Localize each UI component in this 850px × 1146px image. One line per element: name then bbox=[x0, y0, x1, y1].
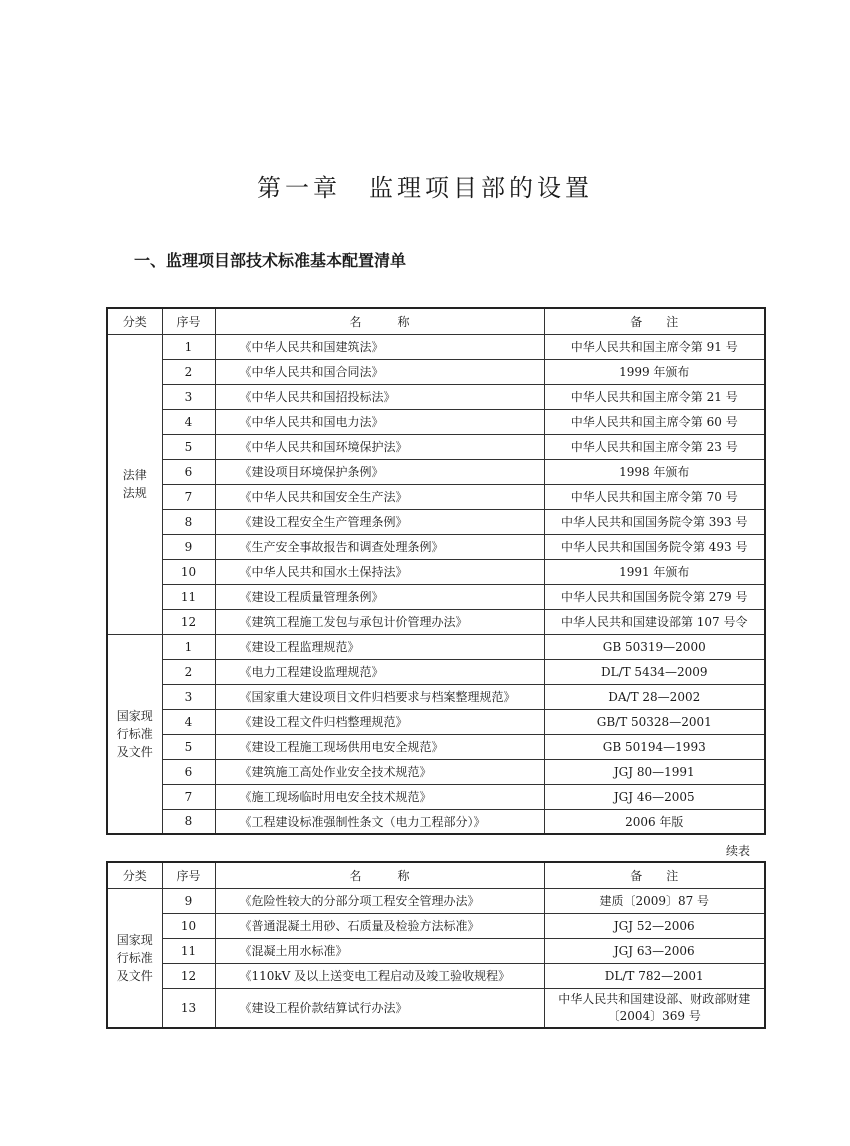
note-cell: GB/T 50328—2001 bbox=[544, 709, 765, 734]
name-cell: 《施工现场临时用电安全技术规范》 bbox=[215, 784, 544, 809]
continued-label: 续表 bbox=[725, 844, 750, 858]
table-row bbox=[107, 334, 765, 359]
table-row bbox=[107, 963, 765, 988]
note-cell: 中华人民共和国建设部、财政部财建〔2004〕369 号 bbox=[544, 988, 765, 1028]
index-cell: 9 bbox=[162, 534, 215, 559]
note-cell: DL/T 5434—2009 bbox=[544, 659, 765, 684]
note-cell: JGJ 63—2006 bbox=[544, 938, 765, 963]
index-cell: 2 bbox=[162, 659, 215, 684]
name-cell: 《建设工程安全生产管理条例》 bbox=[215, 509, 544, 534]
table-row bbox=[107, 634, 765, 659]
note-cell: 中华人民共和国主席令第 60 号 bbox=[544, 409, 765, 434]
name-cell: 《工程建设标准强制性条文（电力工程部分）》 bbox=[215, 809, 544, 834]
table-row bbox=[107, 359, 765, 384]
table-row bbox=[107, 988, 765, 1028]
note-cell: 2006 年版 bbox=[544, 809, 765, 834]
note-cell: JGJ 46—2005 bbox=[544, 784, 765, 809]
table-row bbox=[107, 534, 765, 559]
category-cell: 法律 法规 bbox=[107, 334, 162, 634]
table-row bbox=[107, 913, 765, 938]
index-cell: 13 bbox=[162, 988, 215, 1028]
header-note: 备 注 bbox=[544, 862, 765, 888]
index-cell: 3 bbox=[162, 384, 215, 409]
note-cell: 中华人民共和国国务院令第 279 号 bbox=[544, 584, 765, 609]
table-row bbox=[107, 559, 765, 584]
name-cell: 《建设工程监理规范》 bbox=[215, 634, 544, 659]
index-cell: 5 bbox=[162, 734, 215, 759]
note-cell: 中华人民共和国主席令第 91 号 bbox=[544, 334, 765, 359]
index-cell: 4 bbox=[162, 409, 215, 434]
header-index: 序号 bbox=[162, 862, 215, 888]
table-row bbox=[107, 409, 765, 434]
note-cell: JGJ 52—2006 bbox=[544, 913, 765, 938]
note-cell: 中华人民共和国主席令第 21 号 bbox=[544, 384, 765, 409]
index-cell: 6 bbox=[162, 759, 215, 784]
index-cell: 1 bbox=[162, 634, 215, 659]
note-cell: DA/T 28—2002 bbox=[544, 684, 765, 709]
index-cell: 2 bbox=[162, 359, 215, 384]
note-cell: 中华人民共和国主席令第 70 号 bbox=[544, 484, 765, 509]
standards-table bbox=[106, 307, 766, 835]
name-cell: 《国家重大建设项目文件归档要求与档案整理规范》 bbox=[215, 684, 544, 709]
header-name: 名 称 bbox=[215, 308, 544, 334]
table-row bbox=[107, 509, 765, 534]
table-row bbox=[107, 609, 765, 634]
index-cell: 7 bbox=[162, 484, 215, 509]
table-row bbox=[107, 888, 765, 913]
name-cell: 《建设工程价款结算试行办法》 bbox=[215, 988, 544, 1028]
note-cell: 建质〔2009〕87 号 bbox=[544, 888, 765, 913]
name-cell: 《建设工程质量管理条例》 bbox=[215, 584, 544, 609]
name-cell: 《中华人民共和国电力法》 bbox=[215, 409, 544, 434]
index-cell: 10 bbox=[162, 913, 215, 938]
index-cell: 3 bbox=[162, 684, 215, 709]
index-cell: 10 bbox=[162, 559, 215, 584]
table-header-row bbox=[107, 862, 765, 888]
index-cell: 11 bbox=[162, 938, 215, 963]
note-cell: GB 50194—1993 bbox=[544, 734, 765, 759]
name-cell: 《中华人民共和国环境保护法》 bbox=[215, 434, 544, 459]
name-cell: 《电力工程建设监理规范》 bbox=[215, 659, 544, 684]
table-row bbox=[107, 759, 765, 784]
note-cell: 1999 年颁布 bbox=[544, 359, 765, 384]
header-category: 分类 bbox=[107, 862, 162, 888]
category-cell: 国家现 行标准 及文件 bbox=[107, 888, 162, 1028]
name-cell: 《危险性较大的分部分项工程安全管理办法》 bbox=[215, 888, 544, 913]
note-cell: GB 50319—2000 bbox=[544, 634, 765, 659]
table-row bbox=[107, 938, 765, 963]
index-cell: 4 bbox=[162, 709, 215, 734]
note-cell: 中华人民共和国国务院令第 493 号 bbox=[544, 534, 765, 559]
header-name: 名 称 bbox=[215, 862, 544, 888]
name-cell: 《建设工程文件归档整理规范》 bbox=[215, 709, 544, 734]
table-row bbox=[107, 709, 765, 734]
index-cell: 12 bbox=[162, 963, 215, 988]
index-cell: 7 bbox=[162, 784, 215, 809]
table-row bbox=[107, 584, 765, 609]
table-row bbox=[107, 434, 765, 459]
index-cell: 12 bbox=[162, 609, 215, 634]
table-row bbox=[107, 684, 765, 709]
table-row bbox=[107, 659, 765, 684]
table-row bbox=[107, 484, 765, 509]
table-header-row bbox=[107, 308, 765, 334]
note-cell: 中华人民共和国国务院令第 393 号 bbox=[544, 509, 765, 534]
name-cell: 《中华人民共和国合同法》 bbox=[215, 359, 544, 384]
name-cell: 《中华人民共和国招投标法》 bbox=[215, 384, 544, 409]
note-cell: 中华人民共和国主席令第 23 号 bbox=[544, 434, 765, 459]
note-cell: JGJ 80—1991 bbox=[544, 759, 765, 784]
note-cell: 1991 年颁布 bbox=[544, 559, 765, 584]
name-cell: 《生产安全事故报告和调查处理条例》 bbox=[215, 534, 544, 559]
chapter-title: 第一章 监理项目部的设置 bbox=[257, 174, 593, 202]
name-cell: 《建设工程施工现场供用电安全规范》 bbox=[215, 734, 544, 759]
name-cell: 《中华人民共和国建筑法》 bbox=[215, 334, 544, 359]
index-cell: 11 bbox=[162, 584, 215, 609]
note-cell: DL/T 782—2001 bbox=[544, 963, 765, 988]
index-cell: 9 bbox=[162, 888, 215, 913]
header-note: 备 注 bbox=[544, 308, 765, 334]
index-cell: 5 bbox=[162, 434, 215, 459]
header-category: 分类 bbox=[107, 308, 162, 334]
table-row bbox=[107, 784, 765, 809]
name-cell: 《建设项目环境保护条例》 bbox=[215, 459, 544, 484]
name-cell: 《中华人民共和国安全生产法》 bbox=[215, 484, 544, 509]
name-cell: 《中华人民共和国水土保持法》 bbox=[215, 559, 544, 584]
name-cell: 《普通混凝土用砂、石质量及检验方法标准》 bbox=[215, 913, 544, 938]
name-cell: 《建筑工程施工发包与承包计价管理办法》 bbox=[215, 609, 544, 634]
standards-table-continued bbox=[106, 861, 766, 1029]
note-cell: 1998 年颁布 bbox=[544, 459, 765, 484]
index-cell: 8 bbox=[162, 809, 215, 834]
index-cell: 6 bbox=[162, 459, 215, 484]
name-cell: 《建筑施工高处作业安全技术规范》 bbox=[215, 759, 544, 784]
table-row bbox=[107, 459, 765, 484]
table-row bbox=[107, 809, 765, 834]
section-title: 一、监理项目部技术标准基本配置清单 bbox=[134, 251, 407, 270]
header-index: 序号 bbox=[162, 308, 215, 334]
table-row bbox=[107, 384, 765, 409]
index-cell: 8 bbox=[162, 509, 215, 534]
index-cell: 1 bbox=[162, 334, 215, 359]
name-cell: 《混凝土用水标准》 bbox=[215, 938, 544, 963]
category-cell: 国家现 行标准 及文件 bbox=[107, 634, 162, 834]
table-row bbox=[107, 734, 765, 759]
note-cell: 中华人民共和国建设部第 107 号令 bbox=[544, 609, 765, 634]
name-cell: 《110kV 及以上送变电工程启动及竣工验收规程》 bbox=[215, 963, 544, 988]
